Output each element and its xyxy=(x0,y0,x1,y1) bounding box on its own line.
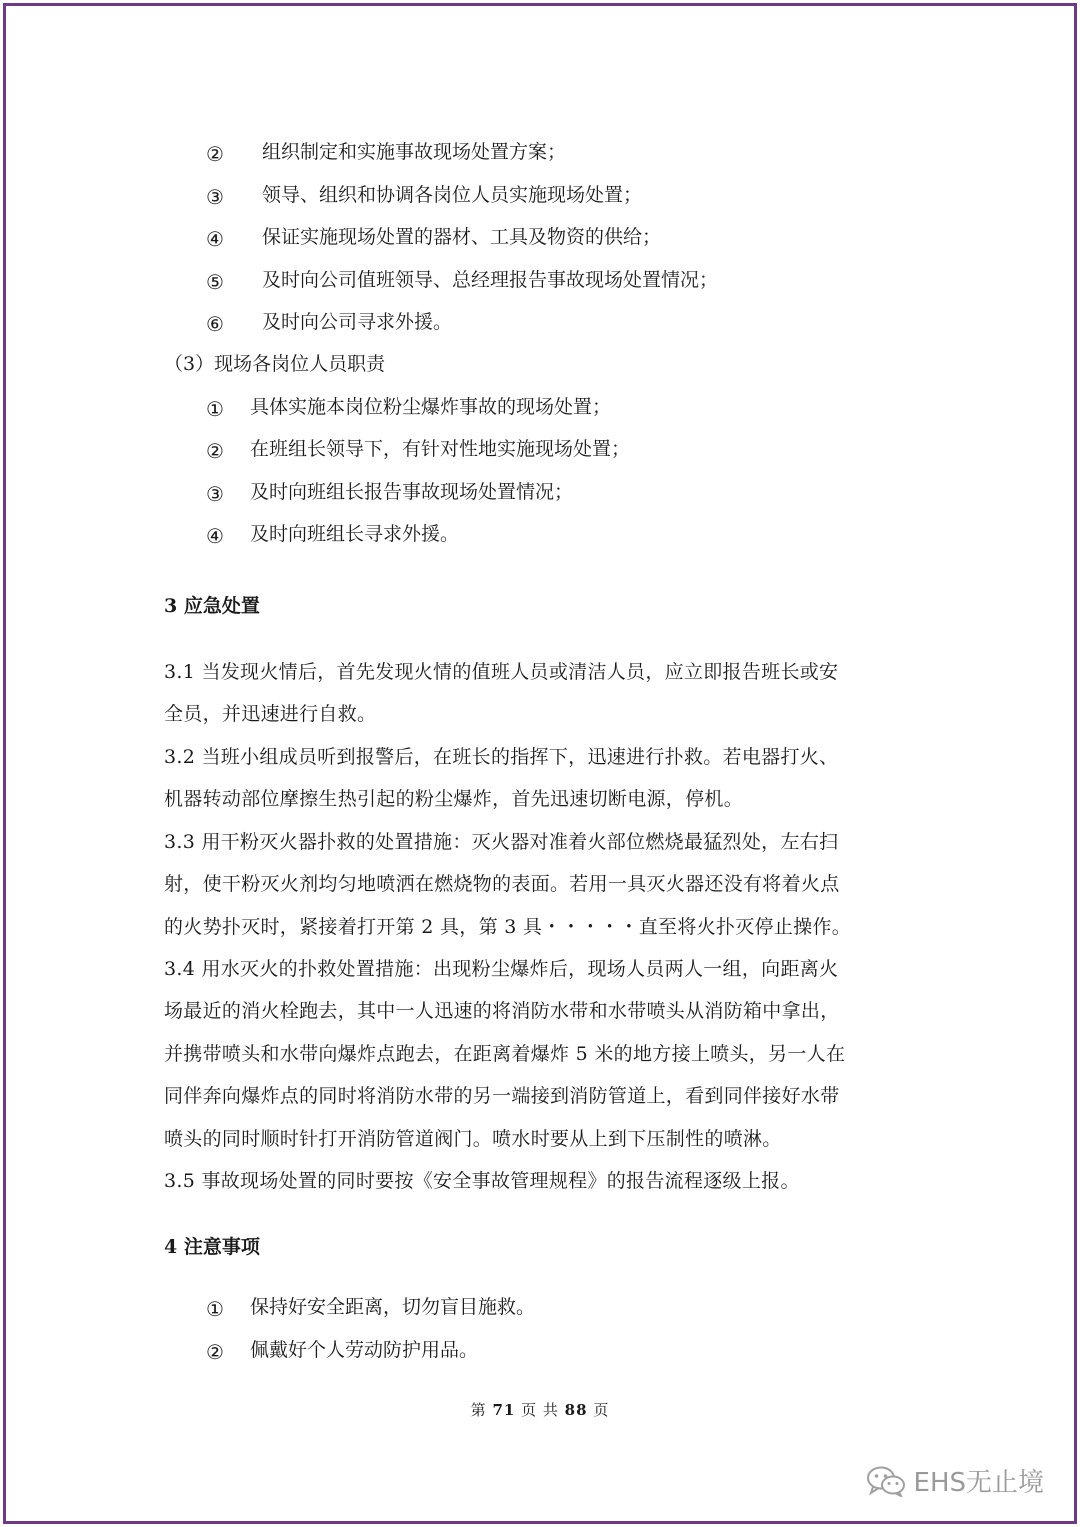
paragraph-line: 3.2 当班小组成员听到报警后，在班长的指挥下，迅速进行扑救。若电器打火、 xyxy=(164,746,839,768)
paragraph-line: 3.5 事故现场处置的同时要按《安全事故管理规程》的报告流程逐级上报。 xyxy=(164,1170,800,1192)
list-marker: ④ xyxy=(206,524,224,548)
paragraph-line: 的火势扑灭时，紧接着打开第 2 具，第 3 具・・・・・直至将火扑灭停止操作。 xyxy=(164,916,852,938)
page-footer xyxy=(0,1399,1080,1420)
paragraph-line: 并携带喷头和水带向爆炸点跑去，在距离着爆炸 5 米的地方接上喷头，另一人在 xyxy=(164,1043,846,1065)
subsection-title: （3）现场各岗位人员职责 xyxy=(164,353,386,375)
total-page-number: 88 xyxy=(564,1401,588,1419)
list-item-text: 及时向公司值班领导、总经理报告事故现场处置情况； xyxy=(262,269,719,291)
current-page-number: 71 xyxy=(492,1401,516,1419)
section-heading: 4 注意事项 xyxy=(164,1236,260,1258)
list-marker: ④ xyxy=(206,227,224,251)
list-item-text: 领导、组织和协调各岗位人员实施现场处置； xyxy=(262,184,643,206)
list-item-text: 及时向班组长寻求外援。 xyxy=(250,523,460,545)
list-item-text: 佩戴好个人劳动防护用品。 xyxy=(250,1339,479,1361)
footer-suffix: 页 xyxy=(593,1401,610,1419)
wechat-icon xyxy=(866,1465,906,1497)
paragraph-line: 同伴奔向爆炸点的同时将消防水带的另一端接到消防管道上，看到同伴接好水带 xyxy=(164,1085,840,1107)
list-marker: ⑤ xyxy=(206,270,224,294)
list-item-text: 具体实施本岗位粉尘爆炸事故的现场处置； xyxy=(250,396,612,418)
list-marker: ② xyxy=(206,439,224,463)
list-marker: ⑥ xyxy=(206,312,224,336)
section-heading: 3 应急处置 xyxy=(164,595,260,617)
paragraph-line: 全员，并迅速进行自救。 xyxy=(164,703,377,725)
paragraph-line: 场最近的消火栓跑去，其中一人迅速的将消防水带和水带喷头从消防箱中拿出， xyxy=(164,1000,840,1022)
list-item-text: 及时向公司寻求外援。 xyxy=(262,311,453,333)
watermark xyxy=(866,1462,1044,1499)
list-marker: ① xyxy=(206,1297,224,1321)
paragraph-line: 喷头的同时顺时针打开消防管道阀门。喷水时要从上到下压制性的喷淋。 xyxy=(164,1128,782,1150)
footer-middle: 页 共 xyxy=(521,1401,559,1419)
paragraph-line: 射，使干粉灭火剂均匀地喷洒在燃烧物的表面。若用一具灭火器还没有将着火点 xyxy=(164,873,840,895)
list-marker: ③ xyxy=(206,185,224,209)
paragraph-line: 3.3 用干粉灭火器扑救的处置措施：灭火器对准着火部位燃烧最猛烈处，左右扫 xyxy=(164,831,839,853)
paragraph-line: 3.1 当发现火情后，首先发现火情的值班人员或清洁人员，应立即报告班长或安 xyxy=(164,661,839,683)
footer-prefix: 第 xyxy=(470,1401,487,1419)
list-marker: ① xyxy=(206,397,224,421)
list-marker: ② xyxy=(206,142,224,166)
paragraph-line: 机器转动部位摩擦生热引起的粉尘爆炸，首先迅速切断电源，停机。 xyxy=(164,788,744,810)
list-item-text: 保持好安全距离，切勿盲目施救。 xyxy=(250,1296,536,1318)
list-item-text: 保证实施现场处置的器材、工具及物资的供给； xyxy=(262,226,662,248)
list-item-text: 在班组长领导下，有针对性地实施现场处置； xyxy=(250,438,631,460)
paragraph-line: 3.4 用水灭火的扑救处置措施：出现粉尘爆炸后，现场人员两人一组，向距离火 xyxy=(164,958,839,980)
list-item-text: 组织制定和实施事故现场处置方案； xyxy=(262,141,567,163)
watermark-text: EHS无止境 xyxy=(913,1468,1044,1498)
list-item-text: 及时向班组长报告事故现场处置情况； xyxy=(250,481,574,503)
list-marker: ③ xyxy=(206,482,224,506)
list-marker: ② xyxy=(206,1340,224,1364)
